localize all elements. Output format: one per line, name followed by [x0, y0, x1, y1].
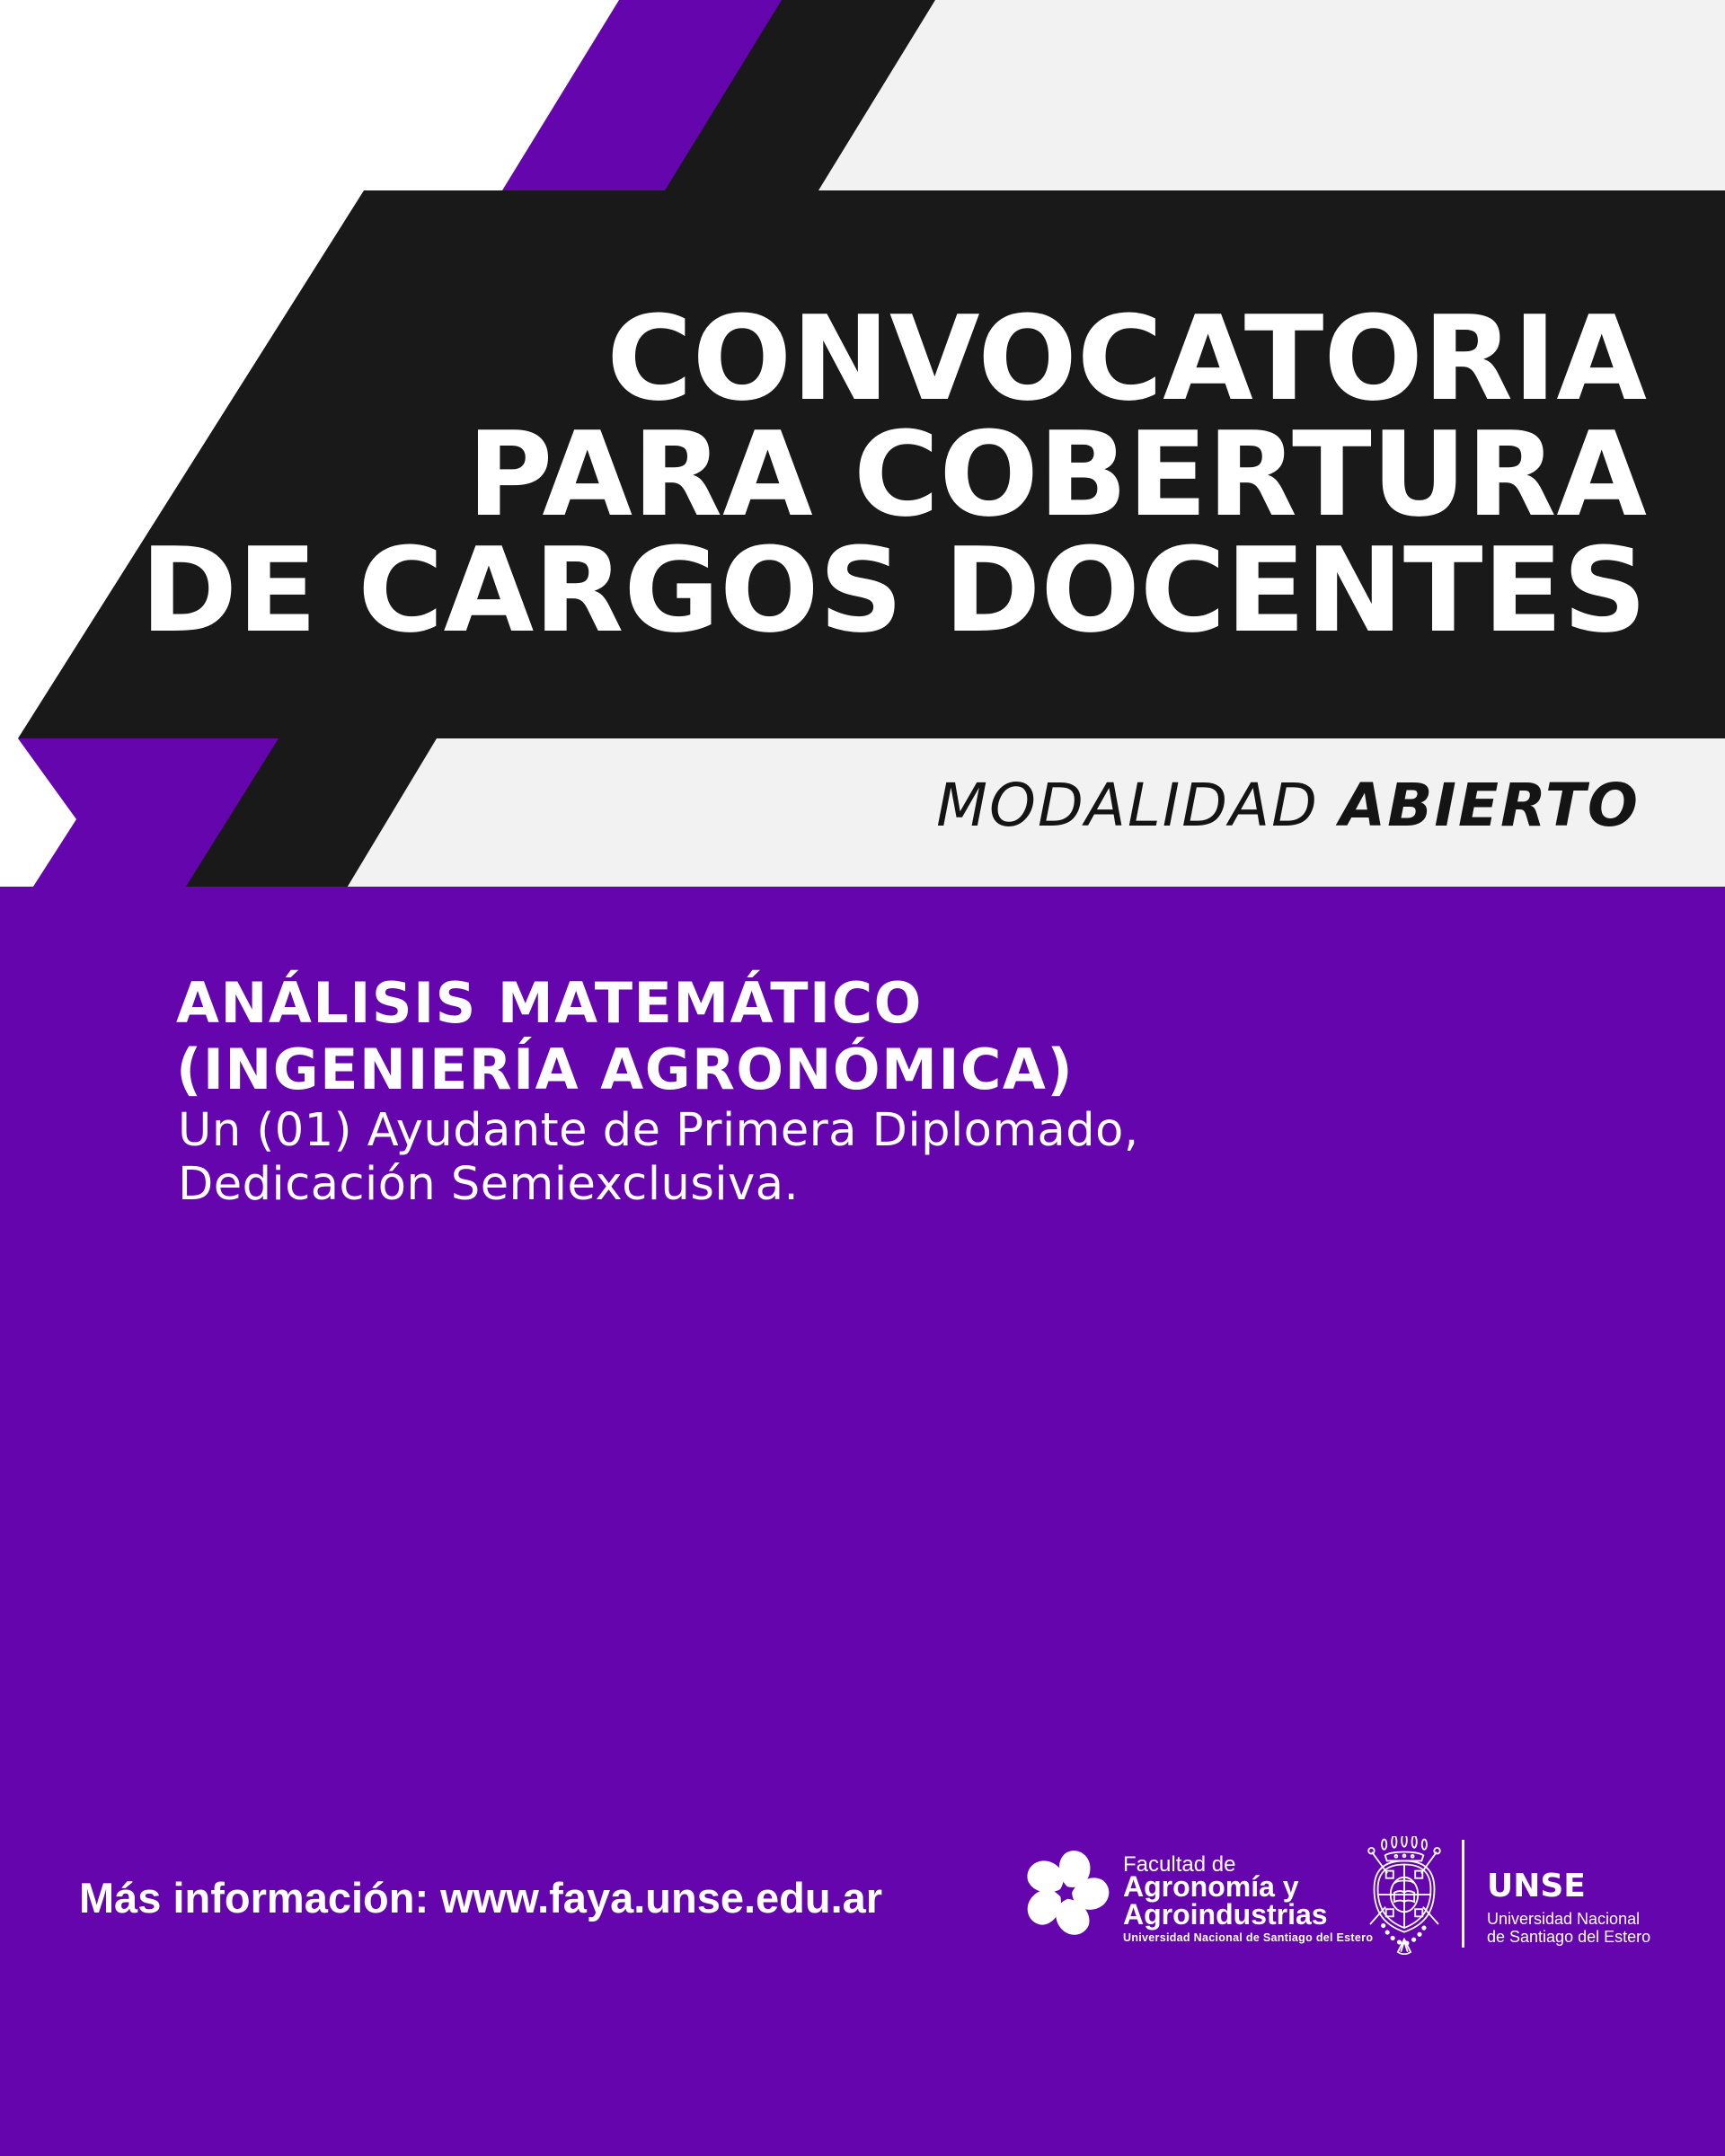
subject-line-1: ANÁLISIS MATEMÁTICO	[176, 970, 923, 1036]
faya-line-4: Universidad Nacional de Santiago del Estero	[1123, 1931, 1374, 1944]
title-line-3: DE CARGOS DOCENTES	[140, 522, 1647, 658]
detail-line-1: Un (01) Ayudante de Primera Diplomado,	[178, 1104, 1139, 1157]
detail-line-2: Dedicación Semiexclusiva.	[178, 1158, 800, 1211]
university-crest-icon	[1363, 1836, 1446, 1955]
title-line-1: CONVOCATORIA	[606, 290, 1647, 427]
poster-title	[140, 290, 1647, 658]
unse-line-2: de Santiago del Estero	[1487, 1928, 1651, 1946]
modality-line	[936, 771, 1640, 840]
faya-line-3: Agroindustrias	[1123, 1898, 1328, 1931]
title-line-2: PARA COBERTURA	[467, 406, 1647, 543]
more-info-label: Más información:	[79, 1874, 441, 1922]
website-url: www.faya.unse.edu.ar	[440, 1874, 883, 1922]
modality-label: MODALIDAD	[936, 771, 1319, 840]
faya-line-2: Agronomía y	[1123, 1870, 1299, 1903]
modality-value: ABIERTO	[1339, 771, 1640, 840]
position-subject	[176, 970, 1074, 1103]
unse-line-1: Universidad Nacional	[1487, 1910, 1641, 1928]
unse-acronym: UNSE	[1487, 1868, 1586, 1904]
faya-line-1: Facultad de	[1123, 1852, 1236, 1877]
logo-divider	[1462, 1840, 1464, 1948]
five-petal-flower-icon	[1019, 1847, 1112, 1939]
subject-line-2: (INGENIERÍA AGRONÓMICA)	[176, 1037, 1075, 1102]
more-info-line	[79, 1874, 883, 1922]
position-details	[178, 1104, 1139, 1212]
